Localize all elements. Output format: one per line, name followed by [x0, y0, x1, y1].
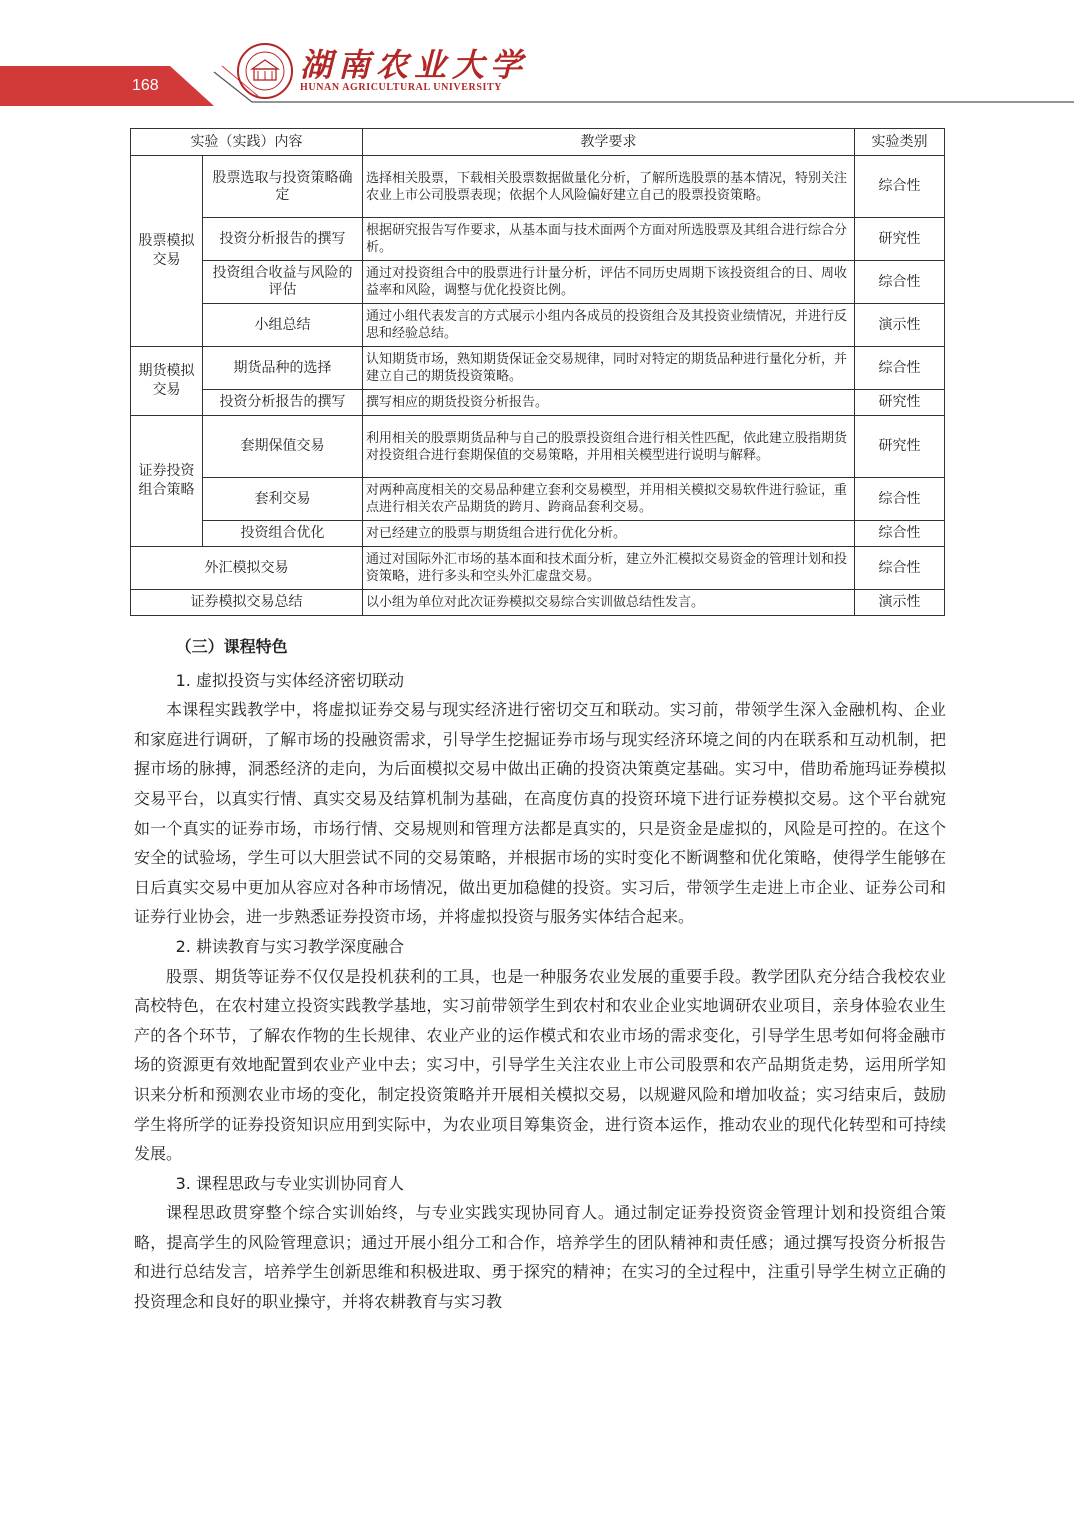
row-item: 小组总结	[203, 304, 363, 347]
row-requirement: 根据研究报告写作要求，从基本面与技术面两个方面对所选股票及其组合进行综合分析。	[363, 218, 855, 261]
group-summary: 证券模拟交易总结	[131, 590, 363, 616]
paragraph-1: 本课程实践教学中，将虚拟证券交易与现实经济进行密切交互和联动。实习前，带领学生深入金融机构、企业和家庭进行调研，了解市场的投融资需求，引导学生挖掘证券市场与现实经济环境之间的内在联系和互动机制，把握市场的脉搏，洞悉经济的走向，为后面模拟交易中做出正确的投资决策奠定基础。实习中，借助希施玛证券模拟交易平台，以真实行情、真实交易及结算机制为基础，在高度仿真的投资环境下进行证券模拟交易。这个平台就宛如一个真实的证券市场，市场行情、交易规则和管理方法都是真实的，只是资金是虚拟的，风险是可控的。在这个安全的试验场，学生可以大胆尝试不同的交易策略，并根据市场的实时变化不断调整和优化策略，使得学生能够在日后真实交易中更加从容应对各种市场情况，做出更加稳健的投资。实习后，带领学生走进上市企业、证券公司和证券行业协会，进一步熟悉证券投资市场，并将虚拟投资与服务实体结合起来。	[134, 700, 946, 927]
row-type: 演示性	[855, 590, 945, 616]
group-forex: 外汇模拟交易	[131, 547, 363, 590]
row-type: 演示性	[855, 304, 945, 347]
row-requirement: 撰写相应的期货投资分析报告。	[363, 390, 855, 416]
row-type: 综合性	[855, 156, 945, 218]
header-type: 实验类别	[855, 129, 945, 156]
row-type: 综合性	[855, 478, 945, 521]
row-item: 投资分析报告的撰写	[203, 218, 363, 261]
row-type: 研究性	[855, 218, 945, 261]
row-item: 套利交易	[203, 478, 363, 521]
row-item: 投资组合优化	[203, 521, 363, 547]
table-row	[131, 304, 945, 347]
row-requirement: 以小组为单位对此次证券模拟交易综合实训做总结性发言。	[363, 590, 855, 616]
header-rule	[0, 0, 1074, 110]
subsection-title-3: 3. 课程思政与专业实训协同育人	[175, 1173, 404, 1193]
section-title: （三）课程特色	[175, 637, 288, 656]
row-type: 研究性	[855, 416, 945, 478]
row-item: 投资分析报告的撰写	[203, 390, 363, 416]
table-row	[131, 478, 945, 521]
row-item: 套期保值交易	[203, 416, 363, 478]
row-requirement: 对两种高度相关的交易品种建立套利交易模型，并用相关模拟交易软件进行验证，重点进行相关农产品期货的跨月、跨商品套利交易。	[363, 478, 855, 521]
table-row	[131, 590, 945, 616]
table-header-row	[131, 129, 945, 156]
table-row	[131, 390, 945, 416]
page-number: 168	[132, 77, 159, 94]
group-portfolio: 证券投资组合策略	[131, 416, 203, 547]
row-type: 综合性	[855, 547, 945, 590]
row-type: 综合性	[855, 261, 945, 304]
group-stock: 股票模拟交易	[131, 156, 203, 347]
table-row	[131, 416, 945, 478]
row-type: 研究性	[855, 390, 945, 416]
row-requirement: 利用相关的股票期货品种与自己的股票投资组合进行相关性匹配，依此建立股指期货对投资组合进行套期保值的交易策略，并用相关模型进行说明与解释。	[363, 416, 855, 478]
table-row	[131, 347, 945, 390]
row-requirement: 选择相关股票，下载相关股票数据做量化分析，了解所选股票的基本情况，特别关注农业上市公司股票表现；依据个人风险偏好建立自己的股票投资策略。	[363, 156, 855, 218]
row-requirement: 认知期货市场，熟知期货保证金交易规律，同时对特定的期货品种进行量化分析，并建立自己的期货投资策略。	[363, 347, 855, 390]
table-row	[131, 547, 945, 590]
course-features-section	[134, 632, 946, 1317]
subsection-title-1: 1. 虚拟投资与实体经济密切联动	[175, 670, 404, 690]
row-requirement: 通过对投资组合中的股票进行计量分析，评估不同历史周期下该投资组合的日、周收益率和风险，调整与优化投资比例。	[363, 261, 855, 304]
table-row	[131, 261, 945, 304]
row-requirement: 通过小组代表发言的方式展示小组内各成员的投资组合及其投资业绩情况，并进行反思和经验总结。	[363, 304, 855, 347]
table-row	[131, 218, 945, 261]
table-row	[131, 156, 945, 218]
group-futures: 期货模拟交易	[131, 347, 203, 416]
row-item: 股票选取与投资策略确定	[203, 156, 363, 218]
paragraph-2: 股票、期货等证券不仅仅是投机获利的工具，也是一种服务农业发展的重要手段。教学团队充分结合我校农业高校特色，在农村建立投资实践教学基地，实习前带领学生到农村和农业企业实地调研农业项目，亲身体验农业生产的各个环节，了解农作物的生长规律、农业产业的运作模式和农业市场的需求变化，引导学生思考如何将金融市场的资源更有效地配置到农业产业中去；实习中，引导学生关注农业上市公司股票和农产品期货走势，运用所学知识来分析和预测农业市场的变化，制定投资策略并开展相关模拟交易，以规避风险和增加收益；实习结束后，鼓励学生将所学的证券投资知识应用到实际中，为农业项目筹集资金，进行资本运作，推动农业的现代化转型和可持续发展。	[134, 966, 946, 1164]
header-content: 实验（实践）内容	[131, 129, 363, 156]
university-name-cn: 湖南农业大学	[300, 46, 529, 84]
row-item: 投资组合收益与风险的评估	[203, 261, 363, 304]
row-item: 期货品种的选择	[203, 347, 363, 390]
university-name-en: HUNAN AGRICULTURAL UNIVERSITY	[300, 82, 503, 93]
header-requirements: 教学要求	[363, 129, 855, 156]
row-type: 综合性	[855, 347, 945, 390]
row-requirement: 对已经建立的股票与期货组合进行优化分析。	[363, 521, 855, 547]
university-seal-icon	[236, 42, 294, 100]
subsection-title-2: 2. 耕读教育与实习教学深度融合	[175, 936, 404, 956]
experiment-table	[130, 128, 945, 616]
table-row	[131, 521, 945, 547]
row-requirement: 通过对国际外汇市场的基本面和技术面分析，建立外汇模拟交易资金的管理计划和投资策略，进行多头和空头外汇虚盘交易。	[363, 547, 855, 590]
paragraph-3: 课程思政贯穿整个综合实训始终，与专业实践实现协同育人。通过制定证券投资资金管理计划和投资组合策略，提高学生的风险管理意识；通过开展小组分工和合作，培养学生的团队精神和责任感；通过撰写投资分析报告和进行总结发言，培养学生创新思维和积极进取、勇于探究的精神；在实习的全过程中，注重引导学生树立正确的投资理念和良好的职业操守，并将农耕教育与实习教	[134, 1203, 946, 1312]
row-type: 综合性	[855, 521, 945, 547]
